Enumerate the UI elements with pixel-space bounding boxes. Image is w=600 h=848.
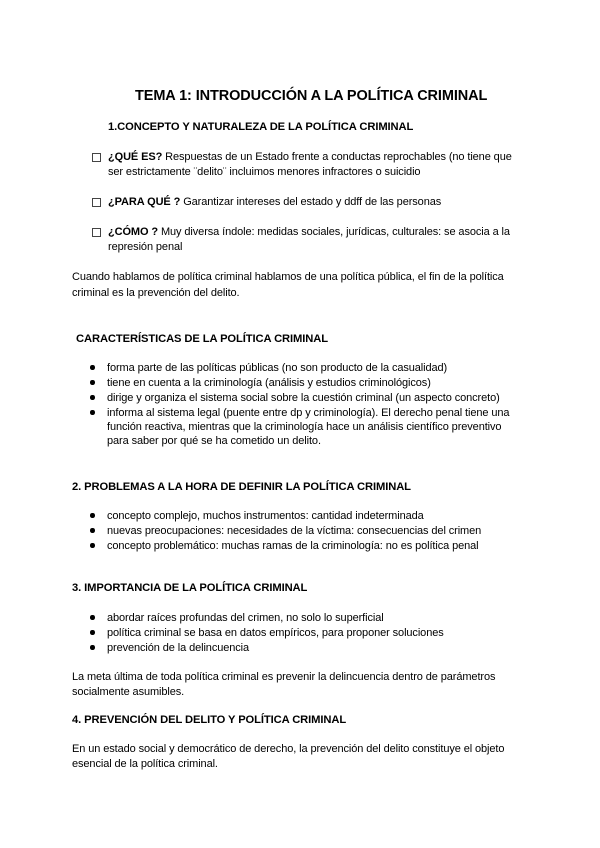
bullet-icon — [90, 410, 95, 415]
paragraph-3-line-1: La meta última de toda política criminal es prevenir la delincuencia dentro de parámetros — [72, 671, 496, 683]
bullet-icon — [90, 630, 95, 635]
page-title: TEMA 1: INTRODUCCIÓN A LA POLÍTICA CRIMINAL — [135, 88, 488, 104]
list-item-text: forma parte de las políticas públicas (no son producto de la casualidad) — [107, 362, 448, 374]
paragraph-1-line-2: criminal es la prevención del delito. — [72, 287, 240, 299]
bullet-icon — [90, 615, 95, 620]
bullet-icon — [90, 645, 95, 650]
item-como-label: ¿CÓMO ? — [108, 226, 159, 238]
list-item-text: nuevas preocupaciones: necesidades de la víctima: consecuencias del crimen — [107, 525, 482, 537]
item-que-es-line-2: ser estrictamente ¨delito¨ incluimos menores infractores o suicidio — [108, 166, 421, 178]
item-que-es-text: Respuestas de un Estado frente a conductas reprochables (no tiene que — [162, 151, 512, 163]
list-item-text: tiene en cuenta a la criminología (análisis y estudios criminológicos) — [107, 377, 431, 389]
item-para-que-line-1 — [108, 196, 441, 208]
item-para-que-label: ¿PARA QUÉ ? — [108, 196, 181, 208]
bullet-icon — [90, 365, 95, 370]
paragraph-3-line-2: socialmente asumibles. — [72, 686, 185, 698]
item-como-line-1 — [108, 226, 510, 238]
caracteristicas-heading: CARACTERÍSTICAS DE LA POLÍTICA CRIMINAL — [76, 333, 328, 345]
list-item-text: función reactiva, mientras que la criminología hace un análisis científico preventivo — [107, 421, 502, 433]
bullet-icon — [90, 528, 95, 533]
section-4-heading: 4. PREVENCIÓN DEL DELITO Y POLÍTICA CRIMINAL — [72, 714, 347, 726]
item-que-es-line-1 — [108, 151, 512, 163]
section-2-heading: 2. PROBLEMAS A LA HORA DE DEFINIR LA POLÍTICA CRIMINAL — [72, 481, 411, 493]
list-item-text: prevención de la delincuencia — [107, 642, 250, 654]
item-para-que-text: Garantizar intereses del estado y ddff de las personas — [180, 196, 442, 208]
checkbox-para-que[interactable] — [92, 198, 101, 207]
checkbox-como[interactable] — [92, 228, 101, 237]
item-como-text: Muy diversa índole: medidas sociales, jurídicas, culturales: se asocia a la — [158, 226, 510, 238]
list-item-text: dirige y organiza el sistema social sobre la cuestión criminal (un aspecto concreto) — [107, 392, 500, 404]
item-que-es-label: ¿QUÉ ES? — [108, 151, 163, 163]
list-item-text: abordar raíces profundas del crimen, no solo lo superficial — [107, 612, 384, 624]
list-item-text: informa al sistema legal (puente entre dp y criminología). El derecho penal tiene una — [107, 407, 510, 419]
paragraph-4-line-1: En un estado social y democrático de derecho, la prevención del delito constituye el objeto — [72, 743, 505, 755]
list-item-text: política criminal se basa en datos empíricos, para proponer soluciones — [107, 627, 444, 639]
paragraph-4-line-2: esencial de la política criminal. — [72, 758, 218, 770]
checkbox-que-es[interactable] — [92, 153, 101, 162]
bullet-icon — [90, 543, 95, 548]
section-1-heading: 1.CONCEPTO Y NATURALEZA DE LA POLÍTICA CRIMINAL — [108, 121, 414, 133]
item-como-line-2: represión penal — [108, 241, 183, 253]
section-3-heading: 3. IMPORTANCIA DE LA POLÍTICA CRIMINAL — [72, 582, 308, 594]
bullet-icon — [90, 395, 95, 400]
bullet-icon — [90, 513, 95, 518]
list-item-text: para saber por qué se ha cometido un delito. — [107, 435, 321, 447]
bullet-icon — [90, 380, 95, 385]
list-item-text: concepto complejo, muchos instrumentos: cantidad indeterminada — [107, 510, 424, 522]
list-item-text: concepto problemático: muchas ramas de la criminología: no es política penal — [107, 540, 479, 552]
paragraph-1-line-1: Cuando hablamos de política criminal hablamos de una política pública, el fin de la política — [72, 271, 504, 283]
